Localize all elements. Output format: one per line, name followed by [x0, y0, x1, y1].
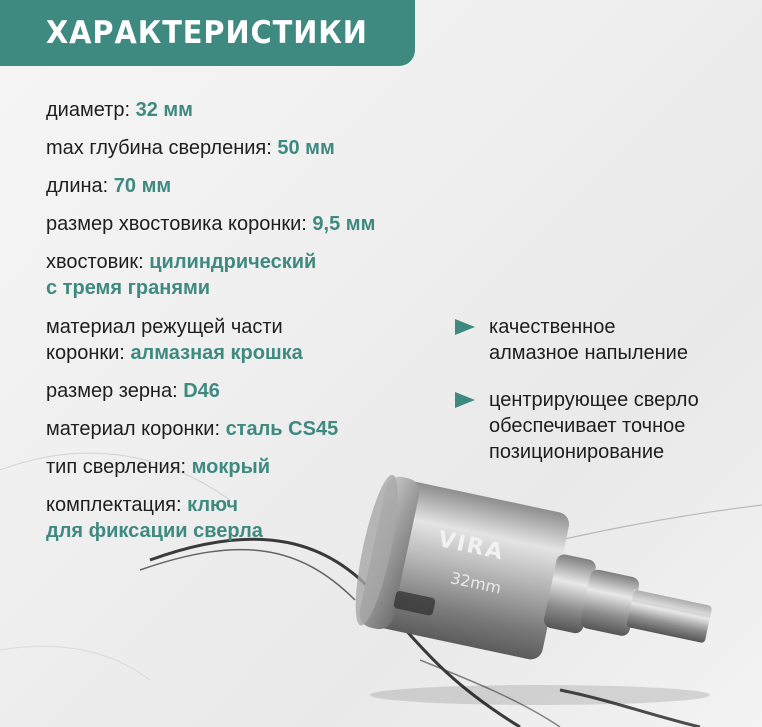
feature-text [489, 314, 688, 366]
product-image [340, 470, 740, 710]
spec-label: размер хвостовика коронки: [46, 213, 313, 235]
spec-value-line2: для фиксации сверла [46, 520, 263, 542]
size-marking: 32mm [448, 568, 503, 598]
spec-value: алмазная крошка [130, 342, 303, 364]
spec-max-depth [46, 135, 335, 161]
spec-label: материал режущей части [46, 316, 283, 338]
spec-value: сталь CS45 [225, 418, 339, 440]
spec-label-line2: коронки: [46, 342, 131, 364]
spec-crown-material [46, 416, 338, 442]
spec-value: ключ [187, 494, 238, 516]
spec-grain-size [46, 378, 220, 404]
spec-label: размер зерна: [46, 380, 184, 402]
spec-value: цилиндрический [149, 251, 317, 273]
spec-label: материал коронки: [46, 418, 226, 440]
spec-label: диаметр: [46, 99, 136, 121]
brand-logo: VIRA [435, 527, 507, 566]
play-arrow-icon [455, 392, 475, 408]
spec-shank [46, 249, 316, 301]
feature-centering-drill [455, 387, 699, 465]
header-banner [0, 0, 415, 66]
spec-label: тип сверления: [46, 456, 192, 478]
spec-shank-size [46, 211, 375, 237]
spec-label: комплектация: [46, 494, 188, 516]
spec-value: 70 мм [113, 175, 172, 197]
feature-line: качественное [489, 316, 616, 338]
spec-value: 50 мм [277, 137, 335, 159]
spec-drilling-type [46, 454, 270, 480]
feature-text [489, 387, 699, 465]
spec-diameter [46, 97, 193, 123]
spec-value-line2: с тремя гранями [46, 277, 211, 299]
spec-value: 32 мм [135, 99, 193, 121]
spec-length [46, 173, 171, 199]
spec-cutting-material [46, 314, 303, 366]
page-title: ХАРАКТЕРИСТИКИ [46, 15, 368, 51]
spec-label: max глубина сверления: [46, 137, 278, 159]
spec-value: D46 [183, 380, 220, 402]
spec-label: длина: [46, 175, 114, 197]
feature-line: центрирующее сверло [489, 389, 699, 411]
feature-line: обеспечивает точное [489, 415, 686, 437]
spec-value: 9,5 мм [312, 213, 376, 235]
spec-label: хвостовик: [46, 251, 150, 273]
spec-package [46, 492, 263, 544]
feature-diamond-coating [455, 314, 688, 366]
feature-line: позиционирование [489, 441, 665, 463]
play-arrow-icon [455, 319, 475, 335]
spec-value: мокрый [191, 456, 270, 478]
feature-line: алмазное напыление [489, 342, 688, 364]
